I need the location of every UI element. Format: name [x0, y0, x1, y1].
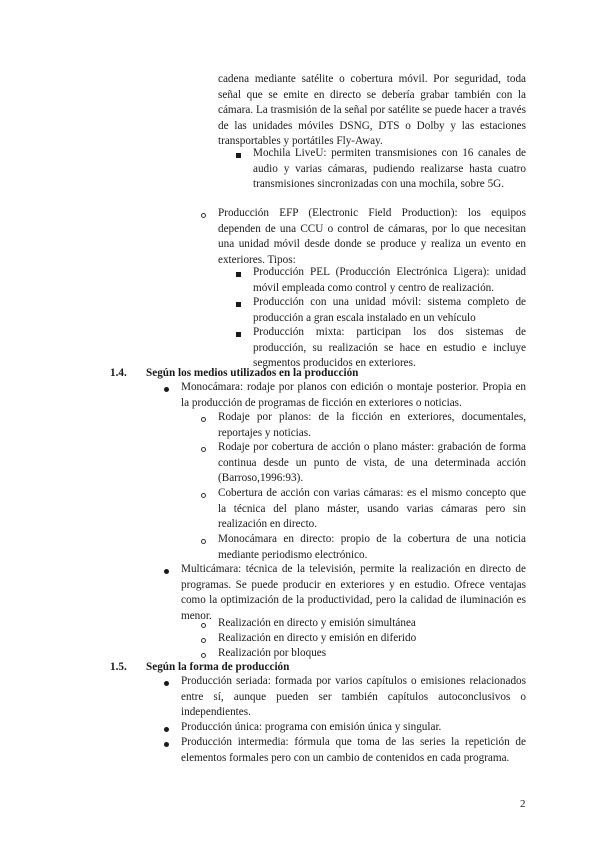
multicamara-item-diferido: Realización en directo y emisión en diferido — [218, 632, 417, 644]
circle-bullet-icon — [201, 623, 206, 628]
square-bullet-icon — [236, 332, 241, 337]
circle-bullet-icon — [201, 539, 206, 544]
circle-bullet-icon — [201, 493, 206, 498]
produccion-unica: Producción única: programa con emisión única y singular. — [181, 721, 442, 733]
intro-paragraph: cadena mediante satélite o cobertura móvil. Por seguridad, toda señal que se emite en directo se debería grabar también con la cámara. La trasmisión de la señal por satélite se puede hacer a través de las unidades móviles DSNG, DTS o Dolby y las estaciones transportables y portátiles Fly-Away. — [218, 73, 526, 147]
monocamara-paragraph: Monocámara: rodaje por planos con edición o montaje posterior. Propia en la producción de programas de ficción en exteriores o noticias. — [181, 381, 526, 409]
produccion-seriada: Producción seriada: formada por varios capítulos o emisiones relacionados entre sí, aunque pueden ser también capítulos autoconclusivos o independientes. — [181, 675, 526, 718]
section-title: Según la forma de producción — [146, 661, 290, 673]
section-number: 1.5. — [110, 661, 127, 673]
efp-paragraph: Producción EFP (Electronic Field Production): los equipos dependen de una CCU o control de cámaras, por lo que necesitan una unidad móvil desde donde se produce y realiza un evento en exteriores. Tipos: — [218, 207, 526, 266]
bullet-icon — [164, 681, 169, 686]
bullet-icon — [164, 387, 169, 392]
section-number: 1.4. — [110, 367, 127, 379]
liveu-item: Mochila LiveU: permiten transmisiones con 16 canales de audio y varias cámaras, pudiendo realizarse hasta cuatro transmisiones sincronizadas con una mochila, sobre 5G. — [253, 147, 526, 190]
bullet-icon — [164, 569, 169, 574]
square-bullet-icon — [236, 302, 241, 307]
efp-item-mixta: Producción mixta: participan los dos sistemas de producción, su realización se hace en estudio e incluye segmentos producidos en exteriores. — [253, 326, 526, 369]
page-number: 2 — [520, 798, 526, 810]
square-bullet-icon — [236, 153, 241, 158]
multicamara-item-simultanea: Realización en directo y emisión simultánea — [218, 617, 416, 629]
monocamara-item-directo: Monocámara en directo: propio de la cobertura de una noticia mediante periodismo electrónico. — [218, 533, 526, 561]
section-title: Según los medios utilizados en la producción — [146, 367, 359, 379]
bullet-icon — [164, 727, 169, 732]
efp-item-unidad-movil: Producción con una unidad móvil: sistema completo de producción a gran escala instalado en un vehículo — [253, 296, 526, 324]
square-bullet-icon — [236, 272, 241, 277]
monocamara-item-planos: Rodaje por planos: de la ficción en exteriores, documentales, reportajes y noticias. — [218, 411, 526, 439]
circle-bullet-icon — [201, 638, 206, 643]
circle-bullet-icon — [201, 447, 206, 452]
circle-bullet-icon — [201, 653, 206, 658]
circle-bullet-icon — [201, 417, 206, 422]
monocamara-item-master: Rodaje por cobertura de acción o plano máster: grabación de forma continua desde un punto de vista, de una determinada acción (Barroso,1996:93). — [218, 441, 526, 484]
multicamara-paragraph: Multicámara: técnica de la televisión, permite la realización en directo de programas. Se puede producir en exteriores y en estudio. Ofrece ventajas como la optimización de la productividad, pero la calidad de iluminación es menor. — [181, 563, 526, 622]
produccion-intermedia: Producción intermedia: fórmula que toma de las series la repetición de elementos formales pero con un cambio de contenidos en cada programa. — [181, 736, 526, 764]
monocamara-item-varias-camaras: Cobertura de acción con varias cámaras: es el mismo concepto que la técnica del plano máster, usando varias cámaras pero sin realización en directo. — [218, 487, 526, 530]
multicamara-item-bloques: Realización por bloques — [218, 647, 327, 659]
bullet-icon — [164, 742, 169, 747]
circle-bullet-icon — [201, 213, 206, 218]
efp-item-pel: Producción PEL (Producción Electrónica Ligera): unidad móvil empleada como control y centro de realización. — [253, 266, 526, 294]
